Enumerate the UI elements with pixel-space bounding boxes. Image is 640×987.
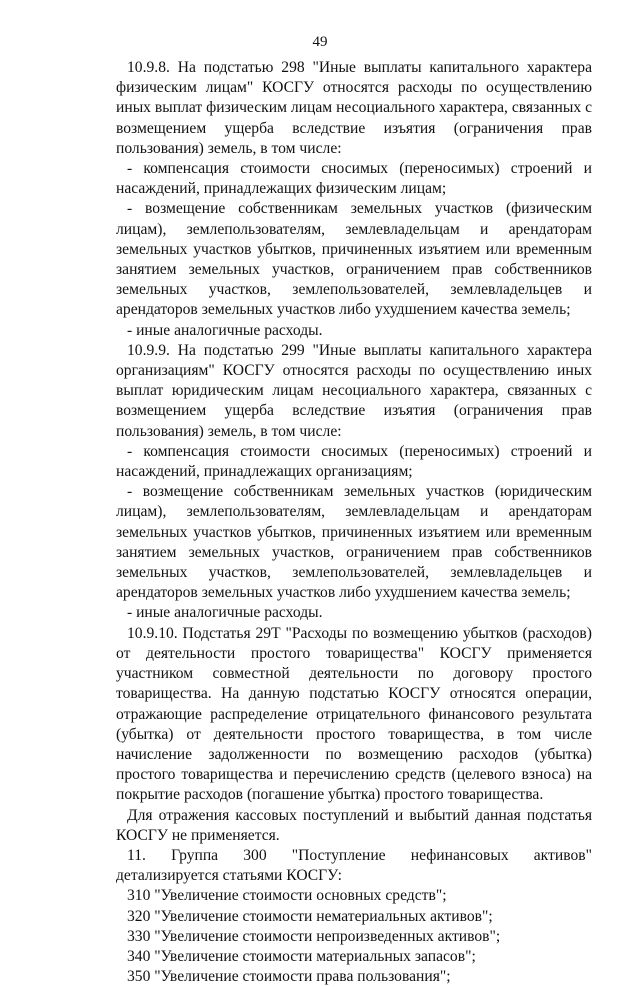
list-item: - иные аналогичные расходы. bbox=[127, 321, 323, 339]
list-item: 320 "Увеличение стоимости нематериальных активов"; bbox=[127, 907, 493, 925]
document-body bbox=[116, 58, 592, 987]
paragraph-10-9-8: 10.9.8. На подстатью 298 "Иные выплаты капитального характера физическим лицам" КОСГУ относятся расходы по осуществлению иных выплат физическим лицам несоциального характера, связанных с возмещением ущерба вследствие изъятия (ограничения прав пользования) земель, в том числе: bbox=[116, 59, 592, 157]
list-item: 310 "Увеличение стоимости основных средств"; bbox=[127, 887, 447, 905]
paragraph-10-9-9: 10.9.9. На подстатью 299 "Иные выплаты капитального характера организациям" КОСГУ относятся расходы по осуществлению иных выплат юридическим лицам несоциального характера, связанных с возмещением ущерба вследствие изъятия (ограничения прав пользования) земель, в том числе: bbox=[116, 341, 592, 440]
list-item: - возмещение собственникам земельных участков (физическим лицам), землепользователям, землевладельцам и арендаторам земельных участков убытков, причиненных изъятием или временным занятием земельных участков, ограничением прав собственников земельных участков, землепользователей, землевладельцев и арендаторов земельных участков либо ухудшением качества земель; bbox=[116, 200, 592, 319]
list-item: - возмещение собственникам земельных участков (юридическим лицам), землепользователям, землевладельцам и арендаторам земельных участков убытков, причиненных изъятием или временным занятием земельных участков, ограничением прав собственников земельных участков, землепользователей, землевладельцев и арендаторов земельных участков либо ухудшением качества земель; bbox=[116, 483, 592, 602]
paragraph-note: Для отражения кассовых поступлений и выбытий данная подстатья КОСГУ не применяется. bbox=[116, 806, 592, 844]
list-item: 330 "Увеличение стоимости непроизведенных активов"; bbox=[127, 927, 501, 945]
list-item: 340 "Увеличение стоимости материальных запасов"; bbox=[127, 947, 476, 965]
list-item: - компенсация стоимости сносимых (переносимых) строений и насаждений, принадлежащих организациям; bbox=[116, 442, 592, 481]
list-item: - иные аналогичные расходы. bbox=[127, 604, 323, 622]
list-item: 350 "Увеличение стоимости права пользования"; bbox=[127, 968, 451, 986]
page-number: 49 bbox=[312, 34, 328, 50]
list-item: - компенсация стоимости сносимых (переносимых) строений и насаждений, принадлежащих физическим лицам; bbox=[116, 160, 592, 198]
paragraph-group-300: 11. Группа 300 "Поступление нефинансовых активов" детализируется статьями КОСГУ: bbox=[116, 846, 592, 885]
paragraph-10-9-10: 10.9.10. Подстатья 29Т "Расходы по возмещению убытков (расходов) от деятельности простого товарищества" КОСГУ применяется участником совместной деятельности по договору простого товарищества. На данную подстатью КОСГУ относятся операции, отражающие распределение отрицательного финансового результата (убытка) от деятельности простого товарищества, в том числе начисление задолженности по возмещению расходов (убытка) простого товарищества и перечислению средств (целевого взноса) на покрытие расходов (погашение убытка) простого товарищества. bbox=[116, 624, 592, 804]
